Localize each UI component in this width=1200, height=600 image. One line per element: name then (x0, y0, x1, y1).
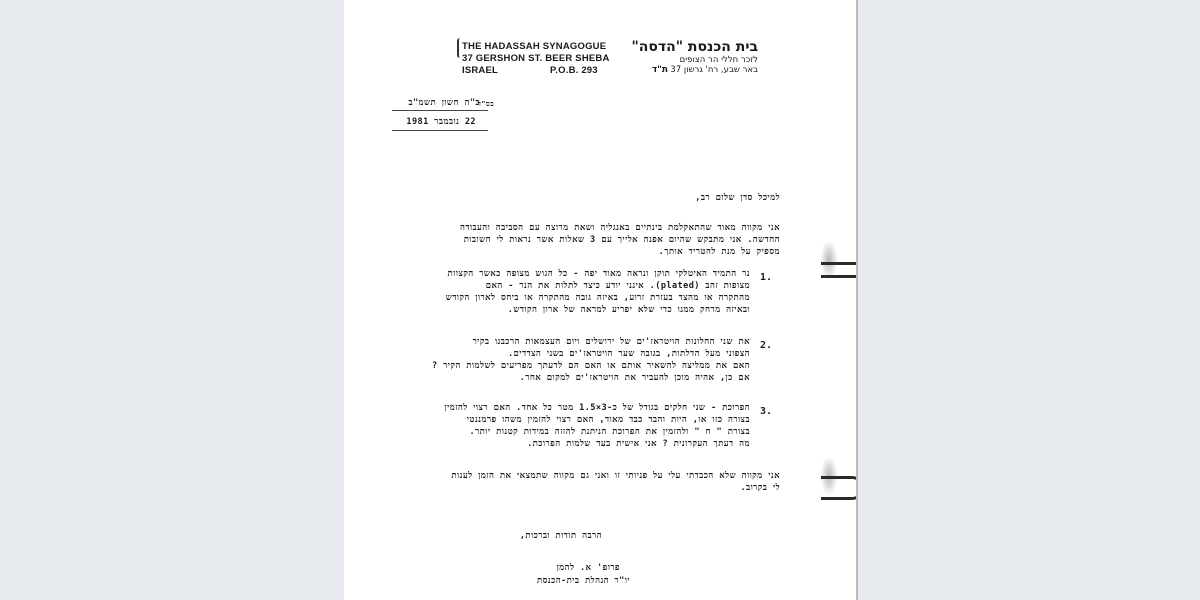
salutation: למיכל סדן שלום רב, (695, 193, 780, 203)
date-underline-2 (392, 130, 488, 131)
intro-line: אני מקווה מאוד שהתאקלמת בינתיים באנגליה ושאת מרוצה עם הסביבה והעבודה (460, 223, 780, 233)
letterhead-hebrew-address: באר שבע, רח' גרשון 37 (670, 65, 758, 75)
item-line: נר התמיד האיטלקי תוקן ונראה מאוד יפה - כל הגוש מצופה כאשר הקצוות (447, 269, 750, 279)
date-hebrew: כ"ה חשון תשמ"ב (408, 98, 480, 108)
date-underline (392, 110, 488, 111)
item-number: 1. (759, 272, 772, 283)
closing-line: לי בקרוב. (740, 483, 780, 493)
item-line: מצופות זהב (plated). אינני יודע כיצד לתלות את הנר - האם (485, 281, 750, 291)
date-prefix: בס"ד (477, 100, 494, 108)
closing-paragraph (451, 470, 780, 494)
closing-line: אני מקווה שלא הכבדתי עלי על פניותי זו ואני גם מקווה שתמצאי את הזמן לענות (451, 471, 780, 481)
item-line: מה דעתך העקרונית ? אני אישית בעד שלמות הפרוכת. (527, 439, 750, 449)
letterhead-english-address: 37 GERSHON ST. BEER SHEBA (462, 53, 610, 64)
letterhead-english-country: ISRAEL (462, 65, 499, 76)
item-1 (446, 268, 750, 316)
letterhead-english-name: THE HADASSAH SYNAGOGUE (462, 41, 607, 52)
item-line: הפרוכת - שני חלקים בגודל של כ-3×1.5 מטר כל אחד. האם רצוי להזמין (444, 403, 750, 413)
intro-paragraph (460, 222, 780, 258)
binder-ring-icon (821, 262, 858, 278)
date-gregorian: 22 נובמבר 1981 (406, 117, 476, 127)
item-number: 3. (759, 406, 772, 417)
letter-page (344, 0, 858, 600)
letterhead-hebrew-title: בית הכנסת "הדסה" (631, 39, 758, 55)
item-line: מהתקרה או מהצד בעזרת זרוע, באיזה גובה מהתקרה או ביחס לארון הקודש (445, 293, 750, 303)
item-line: ובאיזה מרחק ממנו כדי שלא יפריע למראה של ארון הקודש. (507, 305, 750, 315)
signature-name: פרופ' א. להמן (556, 563, 620, 573)
item-line: את שני החלונות הויטראז'ים של ירושלים ויום העצמאות הרכבנו בקיר (472, 337, 750, 347)
item-2 (432, 336, 750, 384)
item-line: בצורה כזו או, היות והבד כבד מאוד, האם רצוי להזמין משהו פרמננטי (466, 415, 750, 425)
letterhead-hebrew-subtitle: לזכר חללי הר הצופים (679, 55, 758, 65)
letterhead-hebrew-pob: ת"ד (651, 65, 668, 75)
item-line: האם את ממליצה להשאיר אותם או האם הם לדעתך מפריעים לשלמות הקיר ? (431, 361, 750, 371)
letterhead-pob: P.O.B. 293 (550, 65, 598, 76)
item-number: 2. (759, 340, 772, 351)
item-line: אם כן, אהיה מוכן להעביר את הויטראז'ים למקום אחר. (519, 373, 750, 383)
intro-line: החדשה. אני מתבקש שהיום אפנה אלייך עם 3 שאלות אשר נראות לי חשובות (463, 235, 780, 245)
signature-title: יו"ר הנהלת בית-הכנסת (536, 576, 630, 586)
item-3 (444, 402, 750, 450)
item-line: הצפוני מעל הדלתות, בגובה שער הויטראז'ים בשני הצדדים. (507, 349, 750, 359)
item-line: בצורת " ח " ולהזמין את הפרוכת הניתנת להזזה במידות קטנות יותר. (469, 427, 750, 437)
regards: הרבה תודות וברכות, (519, 531, 602, 541)
intro-line: מספיק על מנת להטריד אותך. (658, 247, 780, 257)
binder-ring-icon (821, 476, 858, 500)
